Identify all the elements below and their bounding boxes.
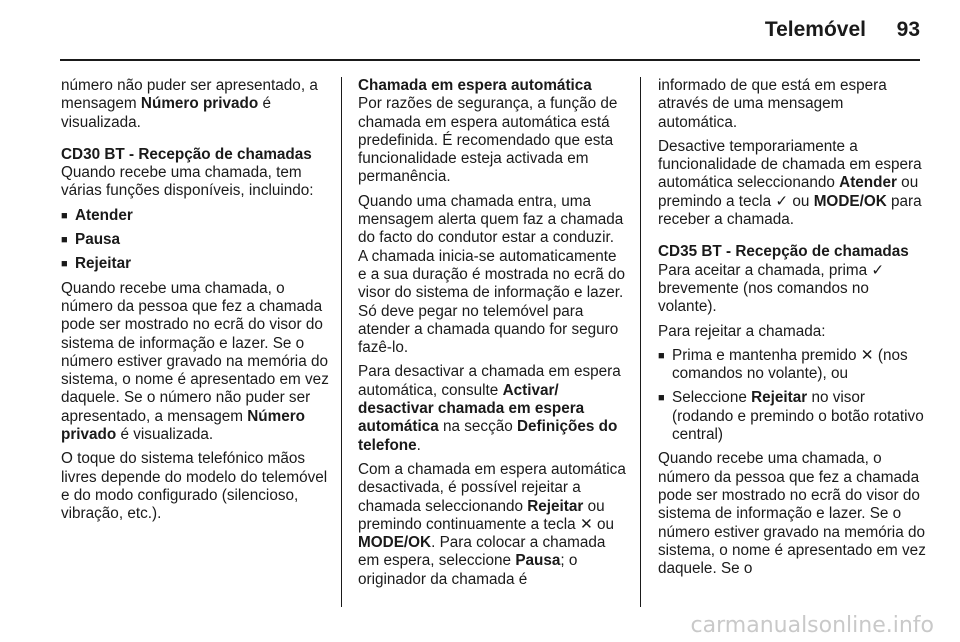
section-heading-cd30: CD30 BT - Recepção de chamadas: [61, 145, 312, 163]
phone-answer-icon: ✓: [871, 261, 885, 279]
paragraph: Desactive temporariamente a funcionalidade de chamada em espera automática seleccionando Atender ou premindo a tecla ✓ ou MODE/OK para receber a chamada.: [658, 137, 922, 229]
text-column-1: [61, 77, 329, 530]
page-header-title: Telemóvel: [764, 18, 866, 41]
paragraph: Para desactivar a chamada em espera automática, consulte Activar/ desactivar chamada em espera automática na secção Definições do telefone.: [358, 363, 621, 454]
section-heading-cd35: CD35 BT - Recepção de chamadas: [658, 243, 909, 261]
paragraph: Por razões de segurança, a função de chamada em espera automática está predefinida. É recomendado que esta funcionalidade esteja activada em permanência.: [358, 95, 618, 186]
list-item: ■ Seleccione Rejeitar no visor (rodando e premindo o botão rotativo central): [658, 389, 926, 444]
list-item: ■ Atender: [61, 207, 329, 225]
paragraph: O toque do sistema telefónico mãos livres depende do modelo do telemóvel e do modo configurado (silencioso, vibração, etc.).: [61, 450, 328, 523]
paragraph: Quando recebe uma chamada, o número da pessoa que fez a chamada pode ser mostrado no ecrã do visor do sistema de informação e lazer. Se o número estiver gravado na memória do sistema, o nome é apresentado em vez daquele. Se o número não puder ser apresentado, a mensagem Número privado é visualizada.: [61, 279, 329, 444]
column-separator-1: [341, 77, 342, 607]
paragraph: Quando recebe uma chamada, tem várias funções disponíveis, incluindo:: [61, 164, 314, 200]
function-list: [61, 207, 329, 274]
paragraph: Quando uma chamada entra, uma mensagem alerta quem faz a chamada do facto do condutor estar a conduzir. A chamada inicia-se automaticamente e a sua duração é mostrada no ecrã do visor do sistema de informação e lazer. Só deve pegar no telemóvel para atender a chamada quando for seguro fazê-lo.: [358, 192, 626, 357]
hang-up-icon: ✕: [860, 346, 874, 364]
list-item: ■ Prima e mantenha premido ✕ (nos comandos no volante), ou: [658, 347, 926, 384]
watermark: carmanualsonline.info: [690, 613, 934, 638]
list-item: ■ Rejeitar: [61, 255, 329, 273]
column-separator-2: [640, 77, 641, 607]
list-item: ■ Pausa: [61, 231, 329, 249]
paragraph: Para rejeitar a chamada:: [658, 322, 826, 340]
paragraph: informado de que está em espera através de uma mensagem automática.: [658, 77, 887, 131]
text-column-3: [658, 77, 926, 584]
hang-up-icon: ✕: [579, 515, 593, 533]
page-number: 93: [896, 18, 920, 41]
section-heading-call-waiting: Chamada em espera automática: [358, 77, 592, 94]
reject-options-list: [658, 347, 926, 444]
paragraph: número não puder ser apresentado, a mensagem Número privado é visualizada.: [61, 77, 318, 131]
paragraph: Quando recebe uma chamada, o número da pessoa que fez a chamada pode ser mostrado no ecrã do visor do sistema de informação e lazer. Se o número estiver gravado na memória do sistema, o nome é apresentado em vez daquele. Se o: [658, 450, 926, 578]
phone-answer-icon: ✓: [775, 192, 789, 210]
paragraph: Com a chamada em espera automática desactivada, é possível rejeitar a chamada seleccionando Rejeitar ou premindo continuamente a tecla ✕ ou MODE/OK. Para colocar a chamada em espera, seleccione Pausa; o originador da chamada é: [358, 460, 626, 588]
text-column-2: [358, 77, 626, 595]
paragraph: Para aceitar a chamada, prima ✓ brevemente (nos comandos no volante).: [658, 261, 885, 316]
header-rule: [60, 59, 920, 61]
